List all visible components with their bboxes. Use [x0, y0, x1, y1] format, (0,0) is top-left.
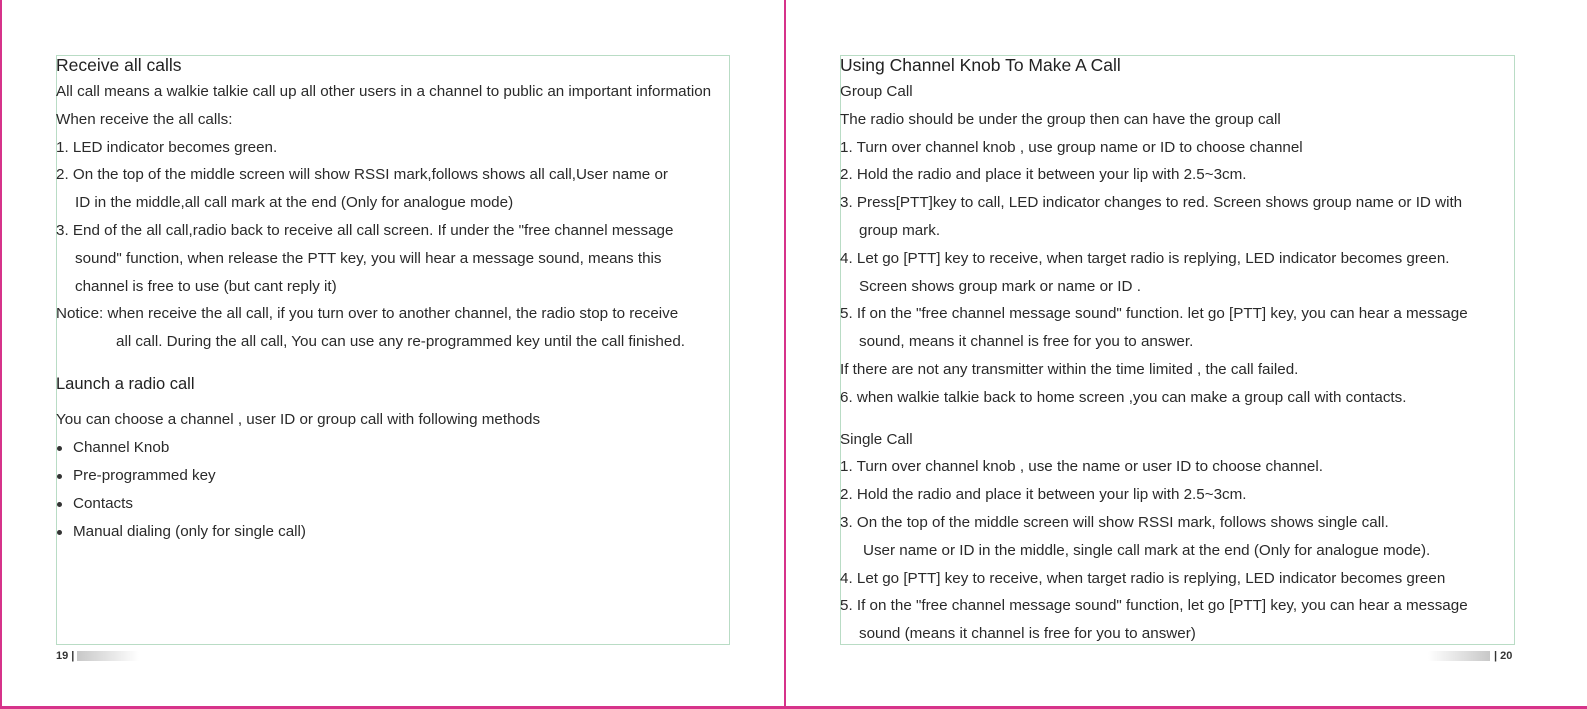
page-edge-left: [0, 0, 2, 709]
single-step-2: 2. Hold the radio and place it between your lip with 2.5~3cm.: [840, 486, 1247, 504]
group-step-2: 2. Hold the radio and place it between your lip with 2.5~3cm.: [840, 166, 1247, 184]
page-gutter: [784, 0, 786, 709]
single-step-3-cont: User name or ID in the middle, single call mark at the end (Only for analogue mode).: [863, 541, 1431, 559]
group-call-heading: Group Call: [840, 83, 913, 100]
group-step-1: 1. Turn over channel knob , use group name or ID to choose channel: [840, 138, 1303, 156]
group-step-4: 4. Let go [PTT] key to receive, when target radio is replying, LED indicator becomes green.: [840, 249, 1450, 267]
receive-step-2-cont: ID in the middle,all call mark at the end (Only for analogue mode): [75, 194, 514, 212]
group-step-6: 6. when walkie talkie back to home screen ,you can make a group call with contacts.: [840, 388, 1407, 406]
receive-step-2: 2. On the top of the middle screen will show RSSI mark,follows shows all call,User name or: [56, 166, 668, 184]
bullet-dot: [57, 474, 62, 479]
receive-step-1: 1. LED indicator becomes green.: [56, 138, 278, 156]
receive-step-3-cont: sound" function, when release the PTT key, you will hear a message sound, means this: [75, 249, 662, 267]
page-number-bar-right: [1428, 651, 1490, 661]
method-list-item: Manual dialing (only for single call): [56, 518, 711, 546]
launch-intro: You can choose a channel , user ID or group call with following methods: [56, 410, 541, 428]
receive-step-3: 3. End of the all call,radio back to receive all call screen. If under the "free channel message: [56, 221, 674, 239]
group-step-3-cont: group mark.: [859, 221, 941, 239]
method-list-item: Pre-programmed key: [56, 462, 711, 490]
group-call-intro: The radio should be under the group then can have the group call: [840, 110, 1281, 128]
receive-step-3-cont-2: channel is free to use (but cant reply it): [75, 277, 337, 295]
page-number-left: 19 |: [56, 650, 75, 662]
single-step-5: 5. If on the "free channel message sound" function, let go [PTT] key, you can hear a message: [840, 597, 1468, 615]
bullet-dot: [57, 446, 62, 451]
right-page-content: [840, 52, 1468, 648]
method-list-item: Channel Knob: [56, 434, 711, 462]
page-title: Using Channel Knob To Make A Call: [840, 55, 1121, 75]
single-call-heading: Single Call: [840, 430, 913, 448]
single-step-3: 3. On the top of the middle screen will show RSSI mark, follows shows single call.: [840, 513, 1389, 531]
single-step-5-cont: sound (means it channel is free for you to answer): [859, 625, 1196, 643]
group-step-5-cont: sound, means it channel is free for you to answer.: [859, 333, 1194, 351]
single-step-4: 4. Let go [PTT] key to receive, when target radio is replying, LED indicator becomes green: [840, 569, 1446, 587]
group-fail-note: If there are not any transmitter within the time limited , the call failed.: [840, 360, 1299, 378]
page-number-right: | 20: [1494, 650, 1513, 662]
launch-radio-call-heading: Launch a radio call: [56, 374, 195, 393]
method-list-item: Contacts: [56, 490, 711, 518]
page-number-bar-left: [77, 651, 139, 661]
group-step-4-cont: Screen shows group mark or name or ID .: [859, 277, 1141, 295]
notice-text-cont: all call. During the all call, You can use any re-programmed key until the call finished.: [116, 333, 685, 351]
group-step-3: 3. Press[PTT]key to call, LED indicator changes to red. Screen shows group name or ID with: [840, 194, 1463, 212]
when-receive-text: When receive the all calls:: [56, 110, 233, 128]
receive-all-calls-heading: Receive all calls: [56, 55, 182, 75]
group-step-5: 5. If on the "free channel message sound" function. let go [PTT] key, you can hear a message: [840, 305, 1468, 323]
bullet-dot: [57, 530, 62, 535]
bullet-dot: [57, 502, 62, 507]
single-step-1: 1. Turn over channel knob , use the name or user ID to choose channel.: [840, 458, 1323, 476]
left-page-content: [56, 52, 711, 546]
notice-text: Notice: when receive the all call, if you turn over to another channel, the radio stop to receive: [56, 305, 679, 323]
all-call-intro: All call means a walkie talkie call up all other users in a channel to public an important information: [56, 83, 712, 100]
